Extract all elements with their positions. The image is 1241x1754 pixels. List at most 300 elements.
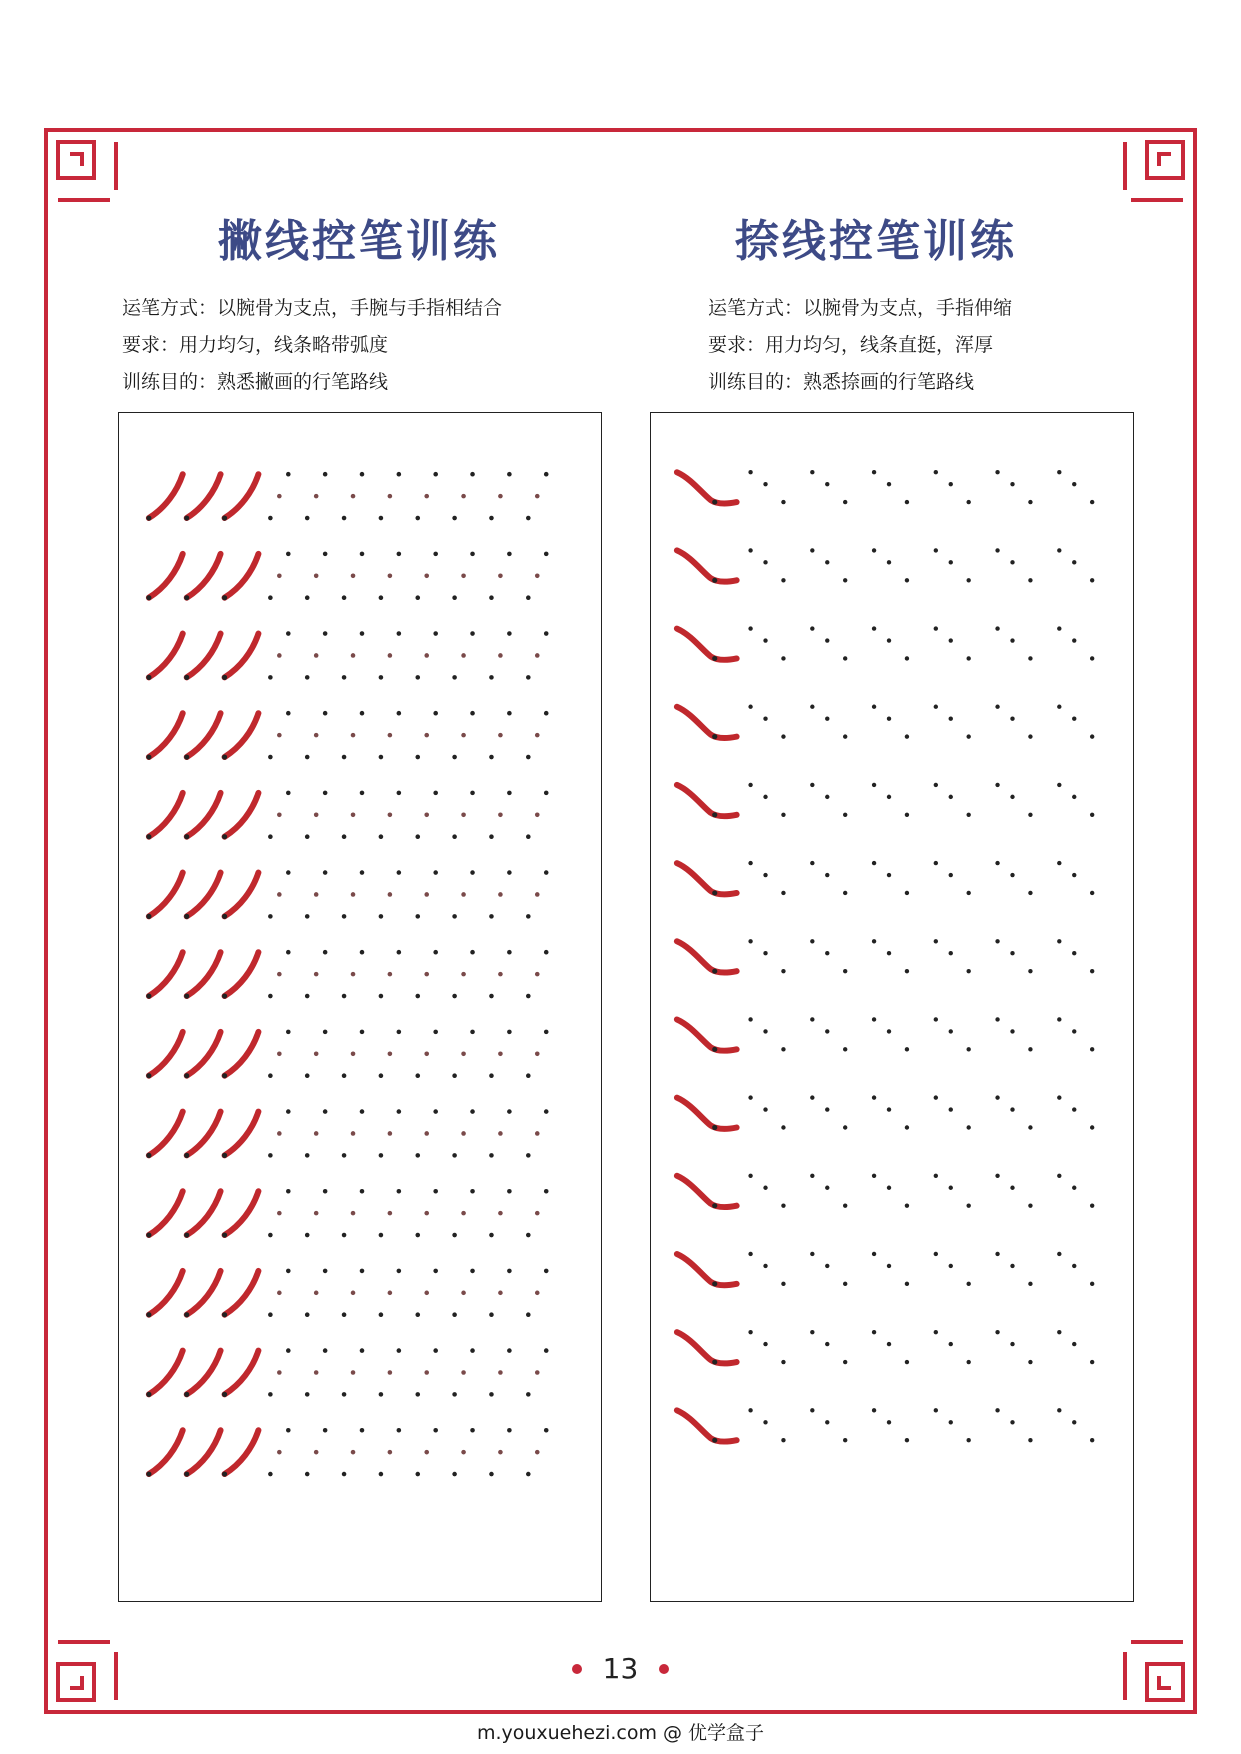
guide-dot — [498, 972, 503, 977]
guide-dot — [415, 914, 420, 919]
page-number-dot-right — [659, 1664, 669, 1674]
guide-dot — [843, 891, 847, 895]
guide-dot — [305, 1312, 310, 1317]
guide-dot — [314, 1370, 319, 1375]
guide-dot — [470, 1109, 475, 1114]
guide-dot — [934, 705, 938, 709]
guide-dot — [489, 1392, 494, 1397]
guide-dot — [424, 733, 429, 738]
pie-stroke — [225, 1271, 259, 1315]
guide-dot — [277, 972, 282, 977]
stroke-end-dot — [712, 1203, 717, 1208]
guide-dot — [905, 1360, 909, 1364]
guide-dot — [810, 1174, 814, 1178]
guide-dot — [470, 631, 475, 636]
guide-dot — [1028, 656, 1032, 660]
guide-dot — [507, 1189, 512, 1194]
guide-dot — [1057, 861, 1061, 865]
guide-dot — [535, 1131, 540, 1136]
na-practice-grid — [651, 413, 1133, 1601]
guide-dot — [966, 1047, 970, 1051]
guide-dot — [825, 1342, 829, 1346]
guide-dot — [379, 1233, 384, 1238]
guide-dot — [1072, 1107, 1076, 1111]
guide-dot — [825, 717, 829, 721]
guide-dot — [360, 552, 365, 557]
na-stroke — [677, 629, 737, 660]
guide-dot — [433, 870, 438, 875]
guide-dot — [905, 969, 909, 973]
guide-dot — [305, 834, 310, 839]
guide-dot — [314, 1211, 319, 1216]
guide-dot — [1090, 500, 1094, 504]
stroke-end-dot — [712, 890, 717, 895]
guide-dot — [544, 711, 549, 716]
guide-dot — [1010, 1029, 1014, 1033]
guide-dot — [966, 1438, 970, 1442]
guide-dot — [314, 813, 319, 818]
guide-dot — [360, 711, 365, 716]
guide-dot — [415, 595, 420, 600]
guide-dot — [1057, 548, 1061, 552]
na-practice-panel — [650, 412, 1134, 1602]
guide-dot — [748, 939, 752, 943]
guide-dot — [507, 791, 512, 796]
stroke-end-dot — [146, 1232, 151, 1237]
pie-stroke — [225, 793, 259, 837]
na-stroke — [677, 785, 737, 816]
guide-dot — [498, 653, 503, 658]
guide-dot — [286, 552, 291, 557]
guide-dot — [825, 1029, 829, 1033]
guide-dot — [843, 969, 847, 973]
guide-dot — [1090, 1282, 1094, 1286]
guide-dot — [872, 1252, 876, 1256]
guide-dot — [360, 1189, 365, 1194]
guide-dot — [995, 1174, 999, 1178]
guide-dot — [351, 1131, 356, 1136]
right-requirement: 要求：用力均匀，线条直挺，浑厚 — [708, 334, 994, 356]
guide-dot — [1072, 1264, 1076, 1268]
guide-dot — [781, 891, 785, 895]
guide-dot — [1072, 1342, 1076, 1346]
guide-dot — [887, 795, 891, 799]
guide-dot — [843, 813, 847, 817]
pie-stroke — [149, 474, 183, 518]
guide-dot — [498, 813, 503, 818]
guide-dot — [781, 813, 785, 817]
guide-dot — [763, 1029, 767, 1033]
guide-dot — [286, 950, 291, 955]
na-stroke — [677, 707, 737, 738]
guide-dot — [461, 892, 466, 897]
stroke-end-dot — [184, 675, 189, 680]
guide-dot — [470, 1428, 475, 1433]
guide-dot — [1010, 717, 1014, 721]
guide-dot — [507, 472, 512, 477]
guide-dot — [314, 1450, 319, 1455]
pie-stroke — [225, 634, 259, 678]
guide-dot — [535, 573, 540, 578]
guide-dot — [781, 500, 785, 504]
pie-stroke — [149, 634, 183, 678]
guide-dot — [1010, 873, 1014, 877]
guide-dot — [872, 783, 876, 787]
guide-dot — [526, 994, 531, 999]
stroke-end-dot — [222, 834, 227, 839]
guide-dot — [1010, 1342, 1014, 1346]
guide-dot — [949, 1186, 953, 1190]
guide-dot — [535, 733, 540, 738]
guide-dot — [1072, 717, 1076, 721]
guide-dot — [489, 1312, 494, 1317]
guide-dot — [379, 914, 384, 919]
guide-dot — [934, 1408, 938, 1412]
guide-dot — [424, 972, 429, 977]
guide-dot — [843, 500, 847, 504]
guide-dot — [461, 1052, 466, 1057]
guide-dot — [934, 1095, 938, 1099]
stroke-end-dot — [184, 993, 189, 998]
na-stroke — [677, 1098, 737, 1129]
guide-dot — [351, 972, 356, 977]
guide-dot — [342, 994, 347, 999]
guide-dot — [388, 1131, 393, 1136]
stroke-end-dot — [184, 1232, 189, 1237]
guide-dot — [781, 1047, 785, 1051]
guide-dot — [748, 1174, 752, 1178]
guide-dot — [825, 560, 829, 564]
guide-dot — [781, 1203, 785, 1207]
guide-dot — [470, 1030, 475, 1035]
pie-stroke — [149, 713, 183, 757]
guide-dot — [415, 516, 420, 521]
left-title: 撇线控笔训练 — [218, 216, 500, 267]
guide-dot — [314, 494, 319, 499]
pie-stroke — [225, 474, 259, 518]
guide-dot — [342, 1472, 347, 1477]
guide-dot — [748, 861, 752, 865]
guide-dot — [995, 470, 999, 474]
guide-dot — [1010, 1186, 1014, 1190]
guide-dot — [825, 1107, 829, 1111]
guide-dot — [1028, 500, 1032, 504]
guide-dot — [379, 516, 384, 521]
guide-dot — [388, 1291, 393, 1296]
stroke-end-dot — [712, 1359, 717, 1364]
guide-dot — [763, 1420, 767, 1424]
guide-dot — [544, 1109, 549, 1114]
guide-dot — [342, 1392, 347, 1397]
guide-dot — [544, 1030, 549, 1035]
guide-dot — [397, 631, 402, 636]
guide-dot — [286, 1030, 291, 1035]
guide-dot — [507, 1269, 512, 1274]
stroke-end-dot — [184, 1392, 189, 1397]
guide-dot — [379, 755, 384, 760]
guide-dot — [351, 1291, 356, 1296]
guide-dot — [995, 548, 999, 552]
guide-dot — [810, 1408, 814, 1412]
guide-dot — [424, 1291, 429, 1296]
guide-dot — [461, 494, 466, 499]
guide-dot — [526, 595, 531, 600]
guide-dot — [810, 1095, 814, 1099]
guide-dot — [388, 653, 393, 658]
guide-dot — [887, 560, 891, 564]
guide-dot — [461, 733, 466, 738]
guide-dot — [544, 552, 549, 557]
guide-dot — [286, 472, 291, 477]
guide-dot — [452, 755, 457, 760]
guide-dot — [1090, 1125, 1094, 1129]
stroke-end-dot — [712, 1125, 717, 1130]
na-stroke — [677, 1019, 737, 1050]
guide-dot — [1010, 1264, 1014, 1268]
guide-dot — [286, 1348, 291, 1353]
guide-dot — [535, 1291, 540, 1296]
guide-dot — [351, 1211, 356, 1216]
guide-dot — [1010, 1420, 1014, 1424]
guide-dot — [268, 755, 273, 760]
pie-practice-panel — [118, 412, 602, 1602]
guide-dot — [268, 994, 273, 999]
guide-dot — [360, 870, 365, 875]
pie-stroke — [187, 1351, 221, 1395]
guide-dot — [397, 1030, 402, 1035]
guide-dot — [526, 516, 531, 521]
guide-dot — [388, 1211, 393, 1216]
page-number — [0, 1652, 1241, 1685]
pie-stroke — [187, 1271, 221, 1315]
stroke-end-dot — [222, 1471, 227, 1476]
guide-dot — [763, 1107, 767, 1111]
guide-dot — [323, 552, 328, 557]
guide-dot — [277, 733, 282, 738]
guide-dot — [949, 795, 953, 799]
guide-dot — [872, 861, 876, 865]
right-title: 捺线控笔训练 — [735, 216, 1017, 267]
guide-dot — [397, 1348, 402, 1353]
guide-dot — [872, 1408, 876, 1412]
guide-dot — [314, 733, 319, 738]
pie-stroke — [149, 952, 183, 996]
guide-dot — [277, 1450, 282, 1455]
guide-dot — [379, 1153, 384, 1158]
guide-dot — [526, 834, 531, 839]
stroke-end-dot — [184, 595, 189, 600]
guide-dot — [872, 939, 876, 943]
stroke-end-dot — [184, 1153, 189, 1158]
guide-dot — [286, 791, 291, 796]
guide-dot — [415, 1392, 420, 1397]
guide-dot — [763, 638, 767, 642]
left-method: 运笔方式：以腕骨为支点，手腕与手指相结合 — [122, 297, 503, 319]
guide-dot — [544, 1269, 549, 1274]
guide-dot — [810, 939, 814, 943]
guide-dot — [526, 1073, 531, 1078]
guide-dot — [526, 675, 531, 680]
guide-dot — [810, 626, 814, 630]
guide-dot — [949, 1107, 953, 1111]
guide-dot — [360, 1109, 365, 1114]
guide-dot — [268, 516, 273, 521]
guide-dot — [748, 548, 752, 552]
guide-dot — [360, 950, 365, 955]
stroke-end-dot — [184, 1312, 189, 1317]
guide-dot — [872, 626, 876, 630]
page-number-text: 13 — [602, 1652, 639, 1685]
guide-dot — [507, 1348, 512, 1353]
guide-dot — [305, 516, 310, 521]
guide-dot — [461, 972, 466, 977]
stroke-end-dot — [184, 914, 189, 919]
stroke-end-dot — [712, 1281, 717, 1286]
guide-dot — [452, 834, 457, 839]
guide-dot — [507, 1428, 512, 1433]
guide-dot — [544, 791, 549, 796]
guide-dot — [433, 472, 438, 477]
guide-dot — [461, 813, 466, 818]
guide-dot — [1028, 734, 1032, 738]
guide-dot — [1090, 1438, 1094, 1442]
stroke-end-dot — [146, 1312, 151, 1317]
guide-dot — [1010, 795, 1014, 799]
guide-dot — [748, 705, 752, 709]
guide-dot — [286, 870, 291, 875]
guide-dot — [397, 870, 402, 875]
guide-dot — [995, 861, 999, 865]
pie-stroke — [187, 873, 221, 917]
guide-dot — [934, 1017, 938, 1021]
guide-dot — [934, 1330, 938, 1334]
guide-dot — [489, 1153, 494, 1158]
guide-dot — [342, 516, 347, 521]
guide-dot — [433, 631, 438, 636]
guide-dot — [1010, 482, 1014, 486]
guide-dot — [461, 573, 466, 578]
guide-dot — [277, 573, 282, 578]
guide-dot — [966, 1282, 970, 1286]
guide-dot — [305, 675, 310, 680]
guide-dot — [872, 1174, 876, 1178]
guide-dot — [810, 548, 814, 552]
guide-dot — [872, 548, 876, 552]
guide-dot — [342, 595, 347, 600]
guide-dot — [949, 873, 953, 877]
page-number-dot-left — [572, 1664, 582, 1674]
guide-dot — [544, 870, 549, 875]
guide-dot — [1028, 969, 1032, 973]
guide-dot — [905, 500, 909, 504]
guide-dot — [507, 870, 512, 875]
right-instructions — [708, 290, 1012, 401]
guide-dot — [507, 950, 512, 955]
guide-dot — [905, 656, 909, 660]
stroke-end-dot — [146, 1471, 151, 1476]
guide-dot — [763, 1186, 767, 1190]
guide-dot — [461, 1370, 466, 1375]
guide-dot — [314, 1131, 319, 1136]
guide-dot — [1057, 1252, 1061, 1256]
guide-dot — [1057, 705, 1061, 709]
na-stroke — [677, 472, 737, 503]
guide-dot — [810, 1017, 814, 1021]
guide-dot — [763, 560, 767, 564]
guide-dot — [949, 717, 953, 721]
guide-dot — [1072, 1029, 1076, 1033]
left-requirement: 要求：用力均匀，线条略带弧度 — [122, 334, 389, 356]
guide-dot — [781, 1125, 785, 1129]
pie-stroke — [149, 554, 183, 598]
guide-dot — [470, 711, 475, 716]
guide-dot — [314, 1052, 319, 1057]
guide-dot — [526, 914, 531, 919]
stroke-end-dot — [712, 969, 717, 974]
pie-stroke — [187, 793, 221, 837]
guide-dot — [489, 755, 494, 760]
guide-dot — [843, 1047, 847, 1051]
guide-dot — [949, 1342, 953, 1346]
guide-dot — [934, 548, 938, 552]
guide-dot — [748, 470, 752, 474]
guide-dot — [452, 1153, 457, 1158]
guide-dot — [489, 914, 494, 919]
guide-dot — [415, 1233, 420, 1238]
guide-dot — [323, 1189, 328, 1194]
guide-dot — [535, 1211, 540, 1216]
guide-dot — [544, 950, 549, 955]
guide-dot — [507, 1030, 512, 1035]
guide-dot — [351, 813, 356, 818]
guide-dot — [268, 834, 273, 839]
guide-dot — [424, 813, 429, 818]
guide-dot — [379, 595, 384, 600]
guide-dot — [268, 1233, 273, 1238]
guide-dot — [1090, 969, 1094, 973]
guide-dot — [277, 1211, 282, 1216]
guide-dot — [966, 734, 970, 738]
guide-dot — [1072, 951, 1076, 955]
guide-dot — [360, 791, 365, 796]
guide-dot — [397, 1189, 402, 1194]
guide-dot — [305, 1153, 310, 1158]
guide-dot — [535, 653, 540, 658]
guide-dot — [415, 1312, 420, 1317]
guide-dot — [388, 892, 393, 897]
guide-dot — [397, 711, 402, 716]
guide-dot — [1072, 560, 1076, 564]
guide-dot — [360, 1269, 365, 1274]
guide-dot — [1010, 560, 1014, 564]
guide-dot — [433, 711, 438, 716]
guide-dot — [966, 1125, 970, 1129]
guide-dot — [323, 631, 328, 636]
guide-dot — [305, 1233, 310, 1238]
guide-dot — [286, 1189, 291, 1194]
guide-dot — [781, 1282, 785, 1286]
guide-dot — [748, 1252, 752, 1256]
guide-dot — [872, 705, 876, 709]
guide-dot — [268, 1312, 273, 1317]
na-stroke — [677, 1176, 737, 1207]
guide-dot — [905, 813, 909, 817]
stroke-end-dot — [146, 1153, 151, 1158]
guide-dot — [872, 470, 876, 474]
guide-dot — [763, 1342, 767, 1346]
guide-dot — [286, 1269, 291, 1274]
stroke-end-dot — [712, 734, 717, 739]
